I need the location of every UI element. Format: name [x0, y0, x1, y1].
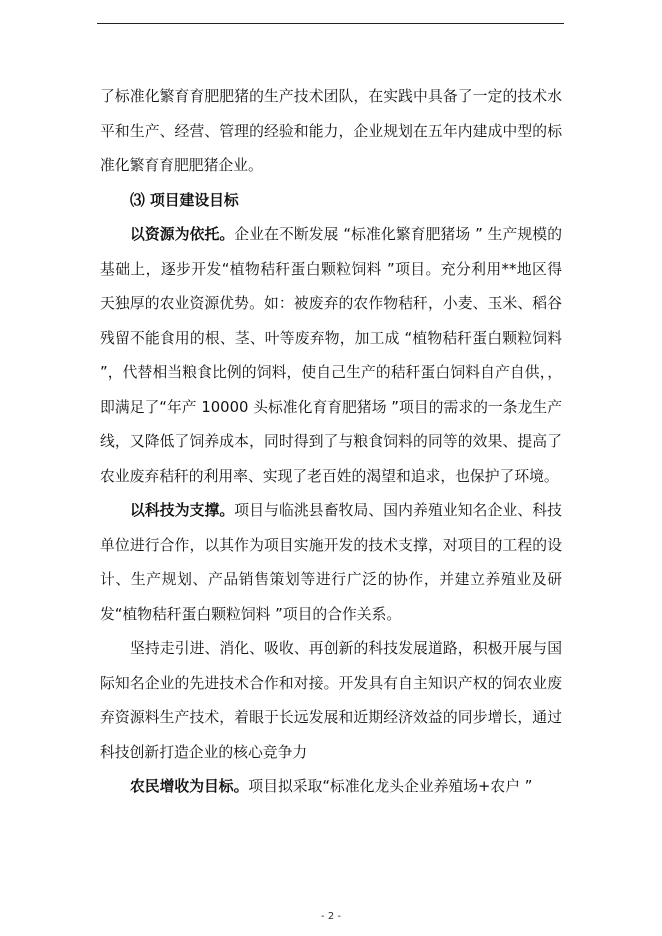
section-heading-project-goals: ⑶ 项目建设目标: [130, 191, 239, 209]
paragraph-continuation: 了标准化繁育育肥肥猪的生产技术团队，在实践中具备了一定的技术水平和生产、经营、管理的经验和能力，企业规划在五年内建成中型的标准化繁育育肥肥猪企业。: [100, 88, 562, 174]
paragraph-lead-technology: 以科技为支撑。: [130, 502, 235, 519]
paragraph-body-resources: 企业在不断发展 “标准化繁育肥猪场 ” 生产规模的基础上，逐步开发“植物秸秆蛋白颗粒饲料 ”项目。充分利用**地区得天独厚的农业资源优势。如：被废弃的农作物秸秆，小麦、玉米、稻谷残留不能食用的根、茎、叶等废弃物，加工成 “植物秸秆蛋白颗粒饲料 ”，代替相当粮食比例的饲料，使自己生产的秸秆蛋白饲料自产自供，，即满足了“年产 10000 头标准化育育肥猪场 ”项目的需求的一条龙生产线，又降低了饲养成本，同时得到了与粮食饲料的同等的效果、提高了农业废弃秸秆的利用率、实现了老百姓的渴望和追求，也保护了环境。: [100, 226, 562, 485]
paragraph-technology: [100, 494, 562, 632]
paragraph-resources: [100, 218, 562, 494]
paragraph-farmer-income: [100, 770, 562, 805]
paragraph-lead-resources: 以资源为依托。: [130, 226, 235, 243]
paragraph-body-technology: 项目与临洮县畜牧局、国内养殖业知名企业、科技单位进行合作，以其作为项目实施开发的技术支撑，对项目的工程的设计、生产规划、产品销售策划等进行广泛的协作，并建立养殖业及研发“植物秸秆蛋白颗粒饲料 ”项目的合作关系。: [100, 502, 562, 623]
page-number: - 2 -: [321, 911, 341, 922]
paragraph-innovation: 坚持走引进、消化、吸收、再创新的科技发展道路，积极开展与国际知名企业的先进技术合作和对接。开发具有自主知识产权的饲农业废弃资源料生产技术，着眼于长远发展和近期经济效益的同步增长，通过科技创新打造企业的核心竞争力: [100, 640, 562, 761]
paragraph-lead-farmer-income: 农民增收为目标。: [130, 778, 249, 795]
paragraph-body-farmer-income: 项目拟采取“标准化龙头企业养殖场+农户 ”: [248, 778, 533, 795]
header-rule: [97, 23, 564, 24]
document-body: [100, 80, 562, 805]
